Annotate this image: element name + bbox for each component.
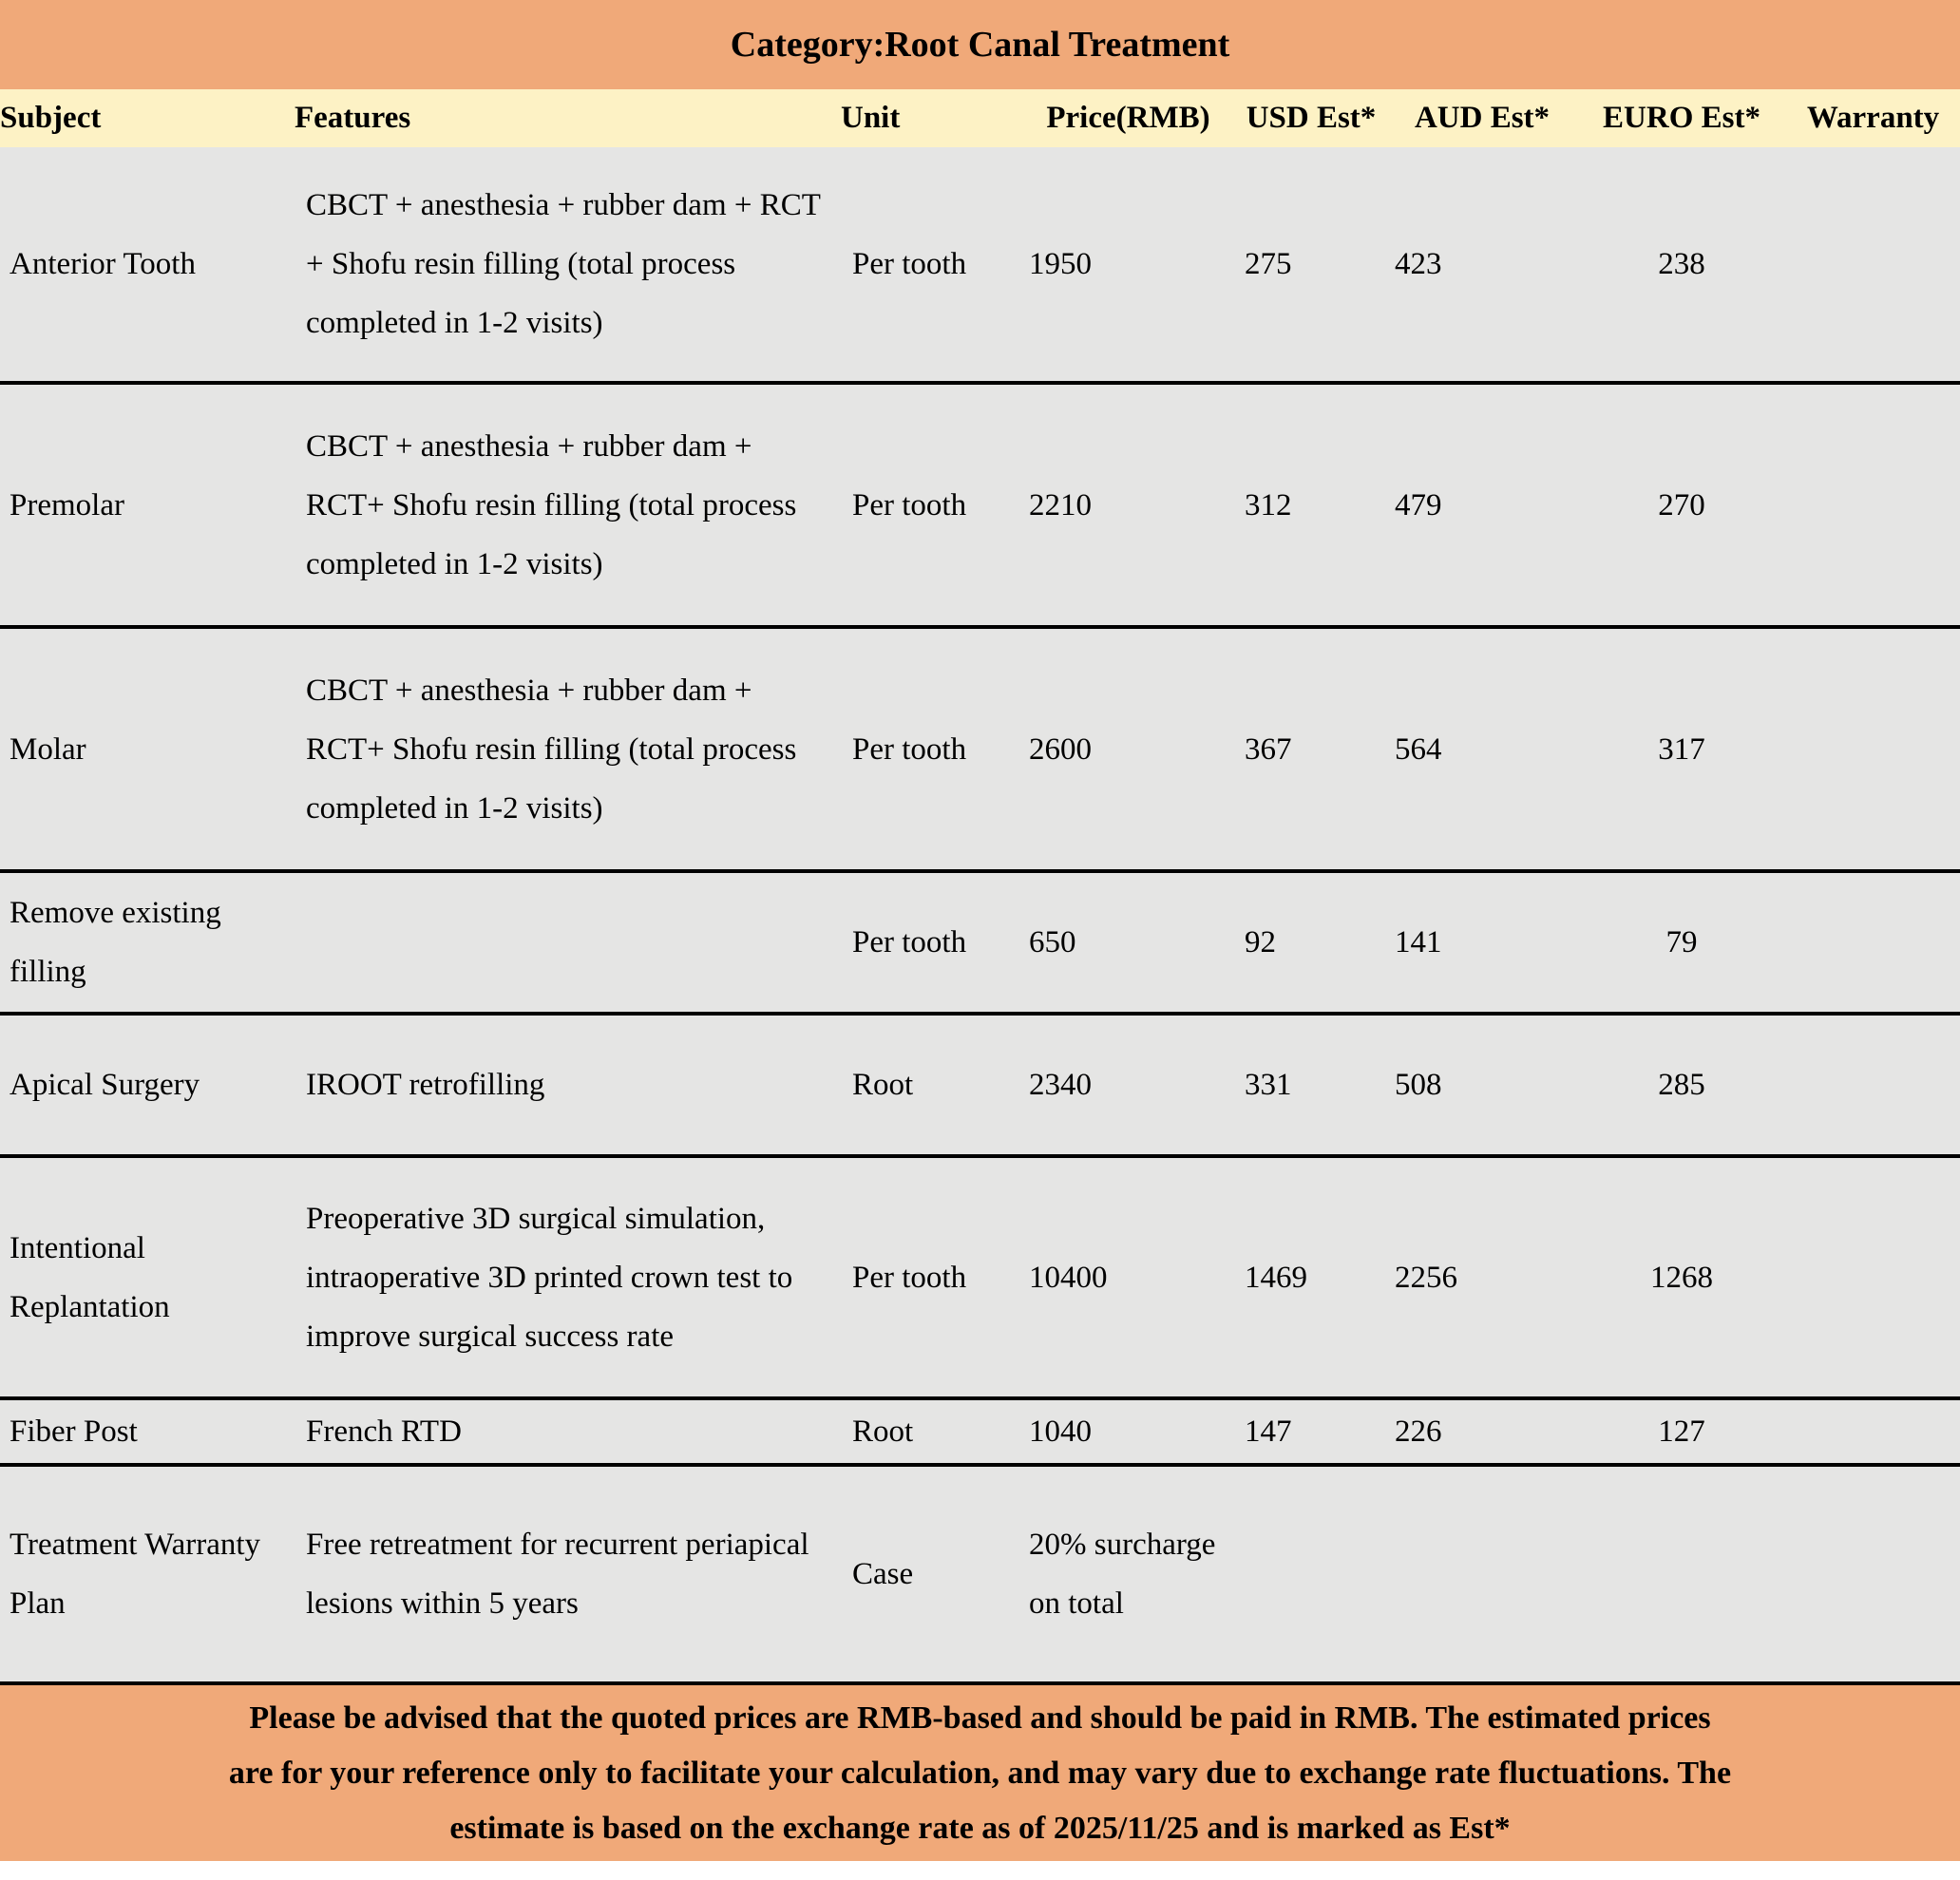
column-header-unit: Unit bbox=[841, 89, 1021, 147]
category-title: Category:Root Canal Treatment bbox=[0, 0, 1960, 89]
cell-aud-est: 508 bbox=[1395, 1068, 1442, 1102]
footer-note bbox=[0, 1685, 1960, 1861]
column-header-row bbox=[0, 89, 1960, 147]
column-header-usd-est: USD Est* bbox=[1235, 89, 1387, 147]
cell-features bbox=[295, 871, 841, 1014]
cell-euro-est: 127 bbox=[1658, 1415, 1705, 1449]
cell-subject: Treatment Warranty Plan bbox=[10, 1528, 261, 1621]
column-header-features: Features bbox=[295, 89, 841, 147]
column-header-aud-est: AUD Est* bbox=[1387, 89, 1577, 147]
cell-aud-est: 564 bbox=[1395, 731, 1442, 767]
cell-usd-est bbox=[1235, 1465, 1387, 1683]
table-row-remove-existing-filling bbox=[0, 871, 1960, 1014]
cell-usd-est: 312 bbox=[1245, 487, 1292, 522]
cell-warranty bbox=[1786, 1398, 1960, 1465]
cell-warranty bbox=[1786, 871, 1960, 1014]
cell-price-rmb: 2600 bbox=[1029, 731, 1092, 767]
cell-aud-est: 226 bbox=[1395, 1415, 1442, 1449]
cell-usd-est: 147 bbox=[1245, 1415, 1292, 1449]
cell-unit: Per tooth bbox=[852, 247, 967, 281]
cell-euro-est: 317 bbox=[1658, 731, 1705, 767]
cell-price-rmb: 1040 bbox=[1029, 1415, 1092, 1449]
cell-warranty bbox=[1786, 1014, 1960, 1156]
cell-features: CBCT + anesthesia + rubber dam + RCT + Shofu resin filling (total process completed in 1-2 visits) bbox=[306, 188, 821, 340]
cell-euro-est: 238 bbox=[1658, 247, 1705, 281]
column-header-subject: Subject bbox=[0, 89, 295, 147]
cell-euro-est: 79 bbox=[1665, 925, 1698, 959]
footer-note-line: are for your reference only to facilitate your calculation, and may vary due to exchange rate fluctuations. The bbox=[228, 1755, 1732, 1791]
cell-unit: Per tooth bbox=[852, 731, 967, 767]
cell-usd-est: 1469 bbox=[1245, 1260, 1307, 1295]
table-row-anterior-tooth bbox=[0, 147, 1960, 383]
cell-euro-est bbox=[1577, 1465, 1786, 1683]
footer-note-line: estimate is based on the exchange rate as of 2025/11/25 and is marked as Est* bbox=[449, 1810, 1511, 1846]
cell-subject: Fiber Post bbox=[10, 1415, 138, 1449]
cell-warranty bbox=[1786, 383, 1960, 627]
cell-usd-est: 275 bbox=[1245, 247, 1292, 281]
cell-subject: Premolar bbox=[10, 487, 124, 522]
table-row-premolar bbox=[0, 383, 1960, 627]
cell-subject: Remove existing filling bbox=[10, 896, 221, 989]
cell-aud-est: 141 bbox=[1395, 925, 1442, 959]
cell-aud-est bbox=[1387, 1465, 1577, 1683]
cell-price-rmb: 10400 bbox=[1029, 1260, 1108, 1295]
cell-subject: Apical Surgery bbox=[10, 1068, 200, 1102]
cell-unit: Per tooth bbox=[852, 487, 967, 522]
table-row-fiber-post bbox=[0, 1398, 1960, 1465]
table-row-intentional-replantation bbox=[0, 1156, 1960, 1398]
cell-price-rmb: 650 bbox=[1029, 925, 1076, 959]
cell-unit: Root bbox=[852, 1415, 914, 1449]
cell-usd-est: 92 bbox=[1245, 925, 1276, 959]
column-header-warranty: Warranty bbox=[1786, 89, 1960, 147]
cell-aud-est: 479 bbox=[1395, 487, 1442, 522]
column-header-euro-est: EURO Est* bbox=[1577, 89, 1786, 147]
cell-warranty bbox=[1786, 1465, 1960, 1683]
cell-features: CBCT + anesthesia + rubber dam + RCT+ Shofu resin filling (total process completed in 1-2 visits) bbox=[306, 428, 797, 581]
cell-usd-est: 367 bbox=[1245, 731, 1292, 767]
cell-aud-est: 2256 bbox=[1395, 1260, 1457, 1295]
cell-features: IROOT retrofilling bbox=[306, 1068, 545, 1102]
cell-warranty bbox=[1786, 627, 1960, 871]
cell-euro-est: 270 bbox=[1658, 487, 1705, 522]
cell-unit: Per tooth bbox=[852, 1260, 967, 1295]
cell-unit: Per tooth bbox=[852, 925, 967, 959]
cell-price-rmb: 1950 bbox=[1029, 247, 1092, 281]
cell-unit: Case bbox=[852, 1557, 914, 1591]
cell-subject: Molar bbox=[10, 731, 86, 767]
table-row-molar bbox=[0, 627, 1960, 871]
cell-price-rmb: 2210 bbox=[1029, 487, 1092, 522]
cell-euro-est: 285 bbox=[1658, 1068, 1705, 1102]
column-header-price-rmb: Price(RMB) bbox=[1021, 89, 1235, 147]
cell-price-rmb: 2340 bbox=[1029, 1068, 1092, 1102]
table-row-treatment-warranty-plan bbox=[0, 1465, 1960, 1683]
cell-features: French RTD bbox=[306, 1415, 462, 1449]
cell-price-rmb: 20% surcharge on total bbox=[1029, 1528, 1216, 1621]
cell-aud-est: 423 bbox=[1395, 247, 1442, 281]
cell-warranty bbox=[1786, 1156, 1960, 1398]
cell-features: Free retreatment for recurrent periapical lesions within 5 years bbox=[306, 1528, 809, 1621]
cell-features: CBCT + anesthesia + rubber dam + RCT+ Shofu resin filling (total process completed in 1-2 visits) bbox=[306, 673, 797, 826]
cell-features: Preoperative 3D surgical simulation, intraoperative 3D printed crown test to improve surgical success rate bbox=[306, 1201, 793, 1354]
cell-subject: Anterior Tooth bbox=[10, 247, 196, 281]
cell-euro-est: 1268 bbox=[1650, 1260, 1713, 1295]
cell-unit: Root bbox=[852, 1068, 914, 1102]
category-title-row bbox=[0, 0, 1960, 89]
table-row-apical-surgery bbox=[0, 1014, 1960, 1156]
cell-usd-est: 331 bbox=[1245, 1068, 1292, 1102]
footer-note-line: Please be advised that the quoted prices are RMB-based and should be paid in RMB. The estimated prices bbox=[249, 1700, 1711, 1736]
cell-warranty bbox=[1786, 147, 1960, 383]
cell-subject: Intentional Replantation bbox=[10, 1230, 170, 1324]
